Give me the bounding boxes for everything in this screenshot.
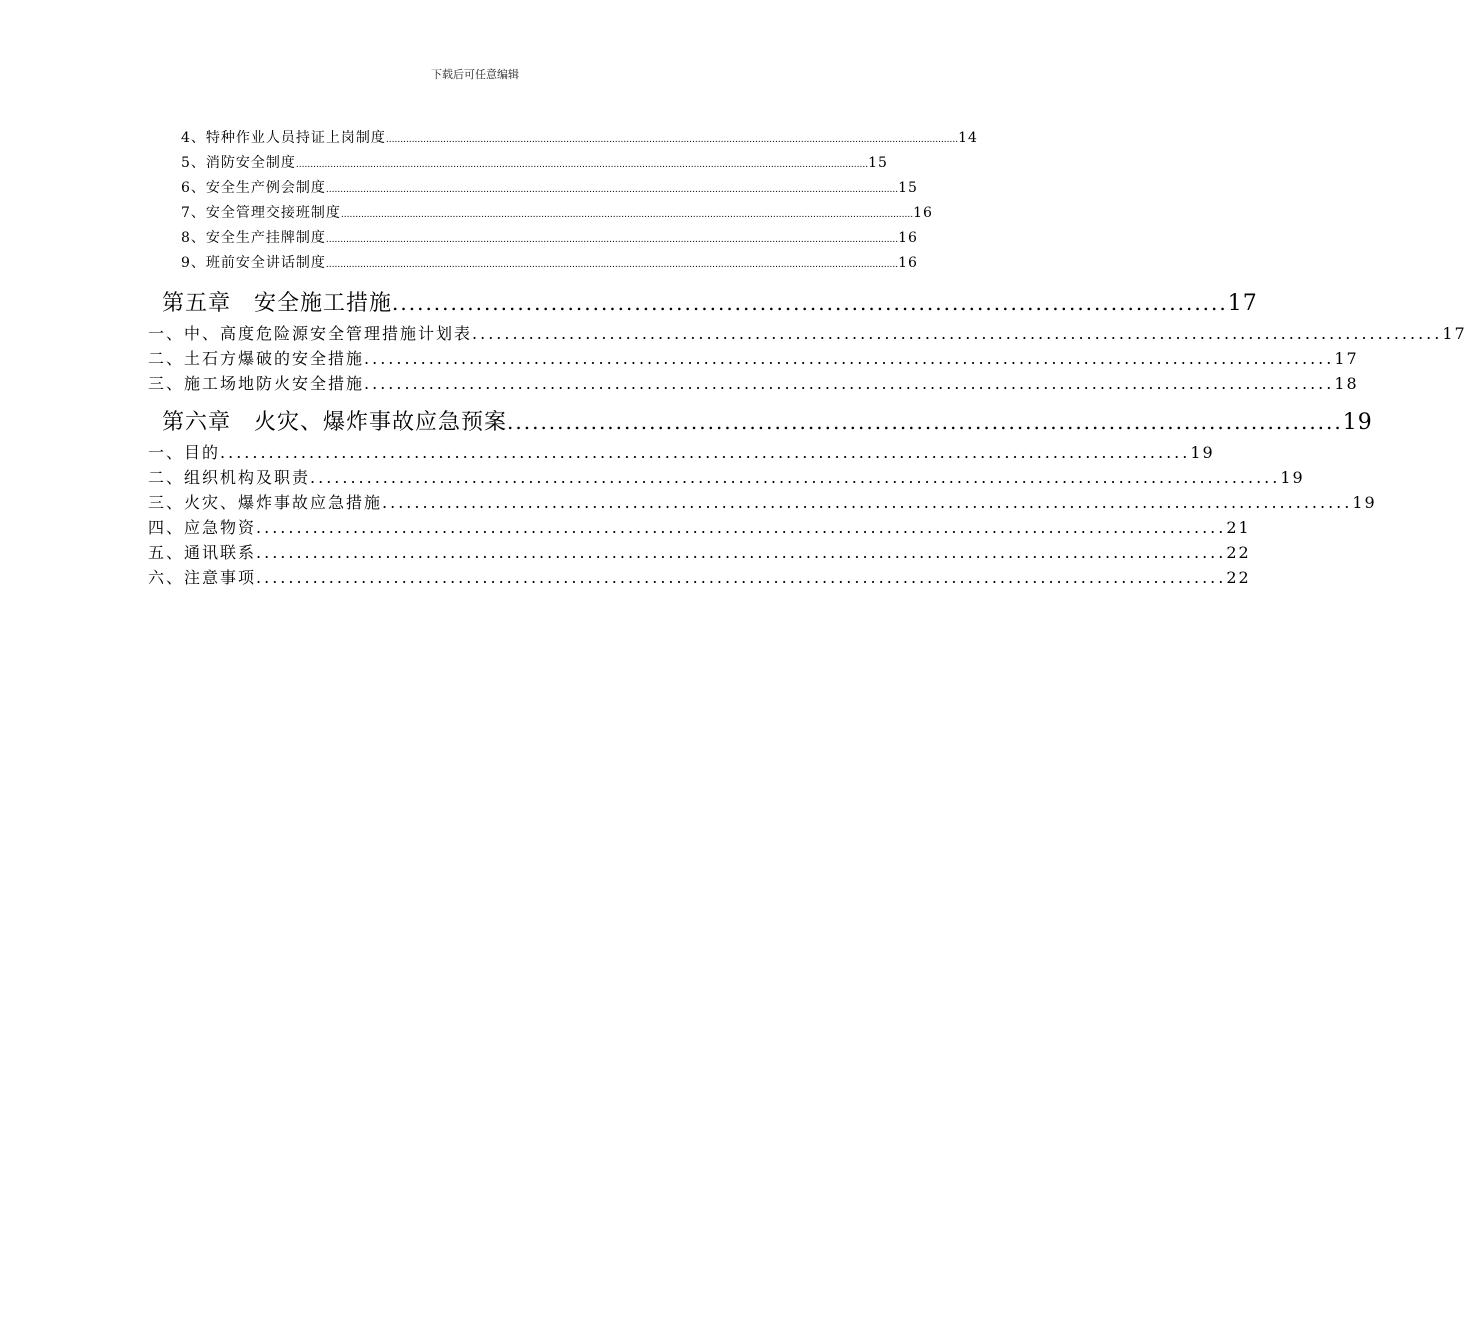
toc-section-label: 三、施工场地防火安全措施 xyxy=(148,374,365,393)
toc-leader-dots: ........................................................................................................................ xyxy=(472,324,1443,343)
toc-entry-page: 16 xyxy=(913,205,933,221)
toc-leader-dots: ........................................................................................................................ xyxy=(256,568,1227,587)
toc-chapter-label: 第五章 安全施工措施 xyxy=(162,291,393,316)
toc-leader-dots: ........................................................................................................................................................................................................ xyxy=(325,260,899,270)
toc-section-page: 17 xyxy=(1442,324,1467,343)
toc-entry-page: 15 xyxy=(898,180,918,196)
toc-leader-dots: ........................................................................................................................ xyxy=(256,543,1227,562)
toc-section-page: 17 xyxy=(1334,349,1359,368)
toc-section-label: 二、组织机构及职责 xyxy=(148,468,311,487)
toc-entry[interactable] xyxy=(181,127,978,147)
toc-section[interactable] xyxy=(148,440,1215,462)
toc-section[interactable] xyxy=(148,465,1305,487)
toc-entry[interactable] xyxy=(181,177,918,197)
toc-entry-page: 15 xyxy=(868,155,888,171)
toc-section[interactable] xyxy=(148,346,1359,368)
toc-section-label: 一、中、高度危险源安全管理措施计划表 xyxy=(148,324,473,343)
toc-entry-label: 4、特种作业人员持证上岗制度 xyxy=(181,130,386,146)
toc-section[interactable] xyxy=(148,540,1251,562)
toc-entry-page: 16 xyxy=(898,230,918,246)
toc-section-label: 二、土石方爆破的安全措施 xyxy=(148,349,365,368)
toc-entry[interactable] xyxy=(181,202,933,222)
toc-section-label: 四、应急物资 xyxy=(148,518,257,537)
toc-leader-dots: ........................................................................................................................ xyxy=(364,374,1335,393)
toc-leader-dots: ........................................................................................................................ xyxy=(256,518,1227,537)
toc-leader-dots: ........................................................................................................................................................................................................ xyxy=(325,185,899,195)
toc-chapter-label: 第六章 火灾、爆炸事故应急预案 xyxy=(162,410,508,435)
toc-leader-dots: ........................................................................................................................ xyxy=(220,443,1191,462)
toc-entry-page: 14 xyxy=(958,130,978,146)
toc-section-label: 三、火灾、爆炸事故应急措施 xyxy=(148,493,383,512)
toc-section-page: 22 xyxy=(1226,543,1251,562)
toc-section-page: 19 xyxy=(1190,443,1215,462)
toc-section-page: 22 xyxy=(1226,568,1251,587)
toc-entry-label: 7、安全管理交接班制度 xyxy=(181,205,341,221)
toc-section[interactable] xyxy=(148,515,1251,537)
toc-leader-dots: ........................................................................................................................................................................................................ xyxy=(325,235,899,245)
toc-entry[interactable] xyxy=(181,252,918,272)
toc-section-page: 19 xyxy=(1352,493,1377,512)
toc-leader-dots: .................................................................................................... xyxy=(392,291,1228,315)
toc-section-label: 一、目的 xyxy=(148,443,221,462)
toc-chapter-page: 19 xyxy=(1342,410,1373,435)
toc-section-label: 六、注意事项 xyxy=(148,568,257,587)
toc-section[interactable] xyxy=(148,490,1377,512)
toc-entry[interactable] xyxy=(181,227,918,247)
toc-section-label: 五、通讯联系 xyxy=(148,543,257,562)
toc-section[interactable] xyxy=(148,371,1359,393)
toc-leader-dots: ........................................................................................................................ xyxy=(364,349,1335,368)
toc-section-page: 18 xyxy=(1334,374,1359,393)
toc-leader-dots: ........................................................................................................................................................................................................ xyxy=(340,210,914,220)
toc-leader-dots: ........................................................................................................................................................................................................ xyxy=(385,135,959,145)
toc-chapter[interactable] xyxy=(162,286,1258,316)
toc-leader-dots: .................................................................................................... xyxy=(507,410,1343,434)
toc-entry-label: 8、安全生产挂牌制度 xyxy=(181,230,326,246)
toc-leader-dots: ........................................................................................................................ xyxy=(382,493,1353,512)
toc-chapter[interactable] xyxy=(162,405,1373,435)
toc-entry-page: 16 xyxy=(898,255,918,271)
toc-entry[interactable] xyxy=(181,152,888,172)
page-header: 下载后可任意编辑 xyxy=(431,68,519,81)
toc-section[interactable] xyxy=(148,321,1467,343)
toc-leader-dots: ........................................................................................................................................................................................................ xyxy=(295,160,869,170)
toc-entry-label: 6、安全生产例会制度 xyxy=(181,180,326,196)
toc-chapter-page: 17 xyxy=(1227,291,1258,316)
toc-entry-label: 9、班前安全讲话制度 xyxy=(181,255,326,271)
toc-section-page: 21 xyxy=(1226,518,1251,537)
toc-entry-label: 5、消防安全制度 xyxy=(181,155,296,171)
toc-section-page: 19 xyxy=(1280,468,1305,487)
toc-section[interactable] xyxy=(148,565,1251,587)
toc-leader-dots: ........................................................................................................................ xyxy=(310,468,1281,487)
